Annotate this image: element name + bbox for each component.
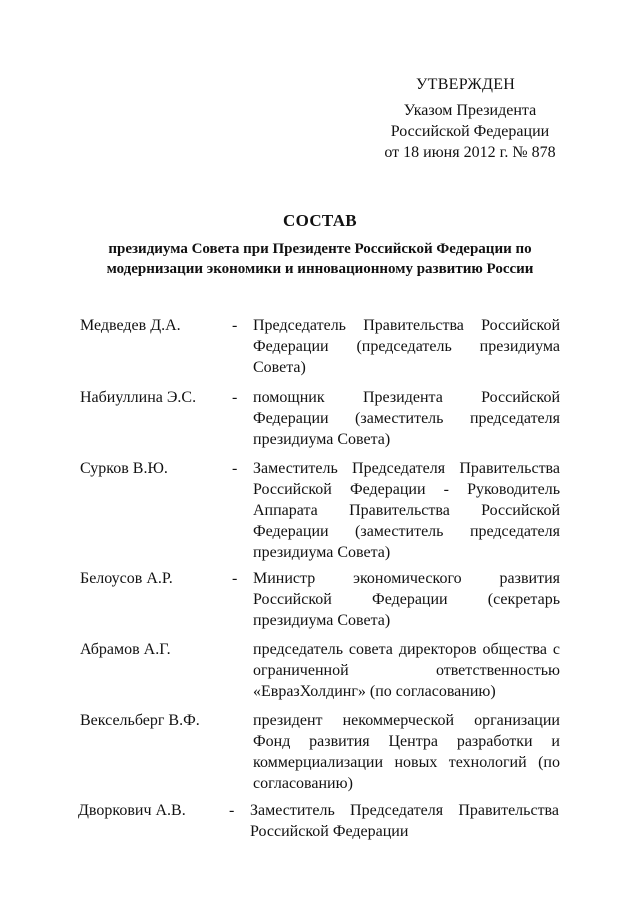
member-role: Заместитель Председателя Правительства Российской Федерации - Руководитель Аппарата Правительства Российской Федерации (заместитель председателя президиума Совета) xyxy=(253,460,560,561)
member-role: помощник Президента Российской Федерации (заместитель председателя президиума Совета) xyxy=(253,389,560,448)
document-title: СОСТАВ xyxy=(283,211,357,230)
member-role: Министр экономического развития Российской Федерации (секретарь президиума Совета) xyxy=(253,570,560,629)
member-name: Абрамов А.Г. xyxy=(80,641,171,658)
member-role: Председатель Правительства Российской Федерации (председатель президиума Совета) xyxy=(253,317,560,376)
member-dash: - xyxy=(229,802,235,819)
member-name: Вексельберг В.Ф. xyxy=(80,712,200,729)
approved-heading: УТВЕРЖДЕН xyxy=(416,76,516,93)
member-dash: - xyxy=(232,317,238,334)
approval-stamp xyxy=(370,74,570,163)
member-name: Медведев Д.А. xyxy=(80,317,181,334)
document-heading xyxy=(60,210,580,279)
member-dash: - xyxy=(232,570,238,587)
decree-line-2: Российской Федерации xyxy=(390,123,550,140)
member-role: Заместитель Председателя Правительства Российской Федерации xyxy=(250,802,559,840)
member-name: Белоусов А.Р. xyxy=(80,570,173,587)
member-name: Набиуллина Э.С. xyxy=(80,389,197,406)
member-role: председатель совета директоров общества с ограниченной ответственностью «ЕвразХолдинг» (по согласованию) xyxy=(253,641,560,700)
member-name: Дворкович А.В. xyxy=(78,802,186,819)
decree-line-3: от 18 июня 2012 г. № 878 xyxy=(384,144,556,161)
member-name: Сурков В.Ю. xyxy=(80,460,168,477)
member-dash: - xyxy=(232,460,238,477)
decree-line-1: Указом Президента xyxy=(403,102,537,119)
document-subtitle: президиума Совета при Президенте Российской Федерации по модернизации экономики и инновационному развитию России xyxy=(106,241,534,277)
member-dash: - xyxy=(232,389,238,406)
member-role: президент некоммерческой организации Фонд развития Центра разработки и коммерциализации новых технологий (по согласованию) xyxy=(253,712,560,792)
